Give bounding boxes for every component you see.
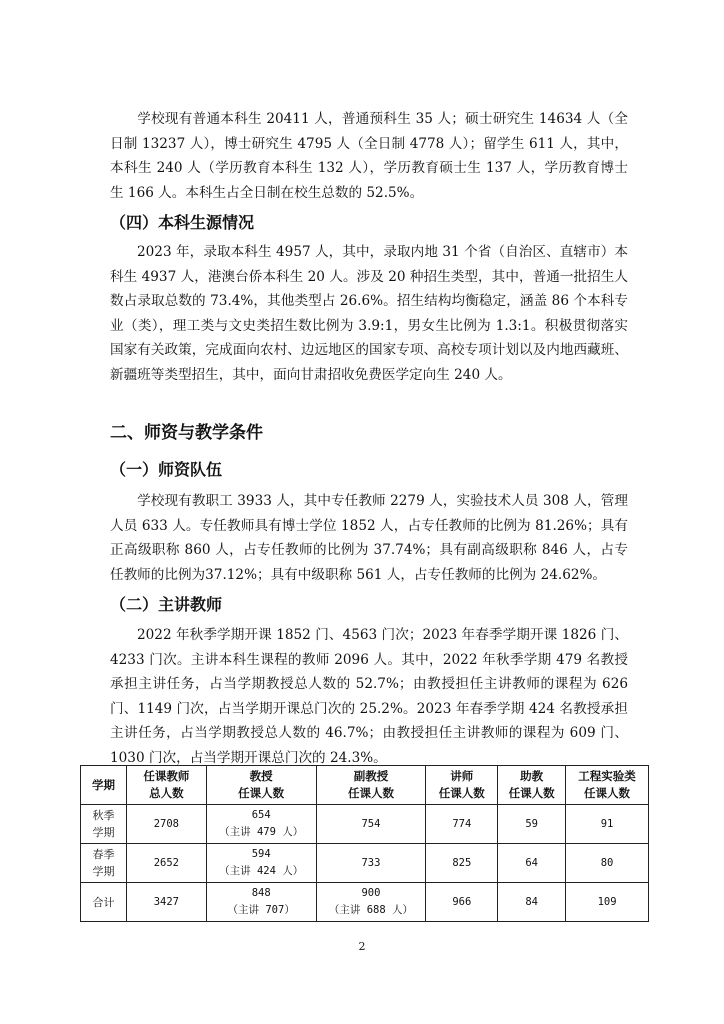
table-row	[81, 805, 649, 844]
cell-professors: 848 （主讲 707）	[206, 883, 316, 922]
row-term: 合计	[81, 883, 127, 922]
cell-associate: 900 （主讲 688 人）	[316, 883, 426, 922]
cell-total: 2708	[126, 805, 206, 844]
header-term: 学期	[81, 766, 127, 805]
table-row	[81, 844, 649, 883]
paragraph-sources: 2023 年，录取本科生 4957 人，其中，录取内地 31 个省（自治区、直辖市）本科生 4937 人，港澳台侨本科生 20 人。涉及 20 种招生类型，其中，普通一批招生人数占录取总数的 73.4%，其他类型占 26.6%。招生结构均衡稳定，涵盖 86 个本科专业（类），理工类与文史类招生数比例为 3.9:1，男女生比例为 1.3:1。积极贯彻落实国家有关政策，完成面向农村、边远地区的国家专项、高校专项计划以及内地西藏班、新疆班等类型招生，其中，面向甘肃招收免费医学定向生 240 人。	[110, 244, 628, 383]
lecturer-statistics-table	[80, 765, 649, 922]
header-lecturers: 讲师 任课人数	[426, 766, 498, 805]
row-term: 秋季 学期	[81, 805, 127, 844]
cell-lecturers: 825	[426, 844, 498, 883]
cell-assistants: 59	[498, 805, 566, 844]
header-assistants: 助教 任课人数	[498, 766, 566, 805]
cell-engineering: 109	[566, 883, 649, 922]
heading-lecturers: （二）主讲教师	[110, 595, 223, 614]
heading-faculty: （一）师资队伍	[110, 460, 223, 479]
table-header-row	[81, 766, 649, 805]
paragraph-lecturers: 2022 年秋季学期开课 1852 门、4563 门次；2023 年春季学期开课 1826 门、4233 门次。主讲本科生课程的教师 2096 人。其中，2022 年秋季学期 479 名教授承担主讲任务，占当学期教授总人数的 52.7%；由教授担任主讲教师的课程为 626 门、1149 门次，占当学期开课总门次的 25.2%。2023 年春季学期 424 名教授承担主讲任务，占当学期教授总人数的 46.7%；由教授担任主讲教师的课程为 609 门、1030 门次，占当学期开课总门次的 24.3%。	[110, 627, 628, 766]
cell-professors: 594 （主讲 424 人）	[206, 844, 316, 883]
cell-total: 2652	[126, 844, 206, 883]
page-number: 2	[358, 940, 366, 953]
cell-total: 3427	[126, 883, 206, 922]
cell-engineering: 91	[566, 805, 649, 844]
heading-undergrad-sources: （四）本科生源情况	[110, 213, 255, 232]
header-engineering-lab: 工程实验类 任课人数	[566, 766, 649, 805]
paragraph-students: 学校现有普通本科生 20411 人，普通预科生 35 人；硕士研究生 14634 人（全日制 13237 人），博士研究生 4795 人（全日制 4778 人）；留学生 611 人，其中，本科生 240 人（学历教育本科生 132 人），学历教育硕士生 137 人，学历教育博士生 166 人。本科生占全日制在校生总数的 52.5%。	[110, 111, 628, 201]
header-associate-professors: 副教授 任课人数	[316, 766, 426, 805]
cell-professors: 654 （主讲 479 人）	[206, 805, 316, 844]
cell-engineering: 80	[566, 844, 649, 883]
cell-lecturers: 966	[426, 883, 498, 922]
cell-associate: 733	[316, 844, 426, 883]
row-term: 春季 学期	[81, 844, 127, 883]
table-row	[81, 883, 649, 922]
cell-associate: 754	[316, 805, 426, 844]
paragraph-faculty: 学校现有教职工 3933 人，其中专任教师 2279 人，实验技术人员 308 人，管理人员 633 人。专任教师具有博士学位 1852 人，占专任教师的比例为 81.26%；具有正高级职称 860 人，占专任教师的比例为 37.74%；具有副高级职称 846 人，占专任教师的比例为37.12%；具有中级职称 561 人，占专任教师的比例为 24.62%。	[110, 493, 628, 583]
heading-section-2: 二、师资与教学条件	[110, 423, 263, 443]
cell-assistants: 64	[498, 844, 566, 883]
header-professors: 教授 任课人数	[206, 766, 316, 805]
cell-lecturers: 774	[426, 805, 498, 844]
cell-assistants: 84	[498, 883, 566, 922]
header-total-teachers: 任课教师 总人数	[126, 766, 206, 805]
